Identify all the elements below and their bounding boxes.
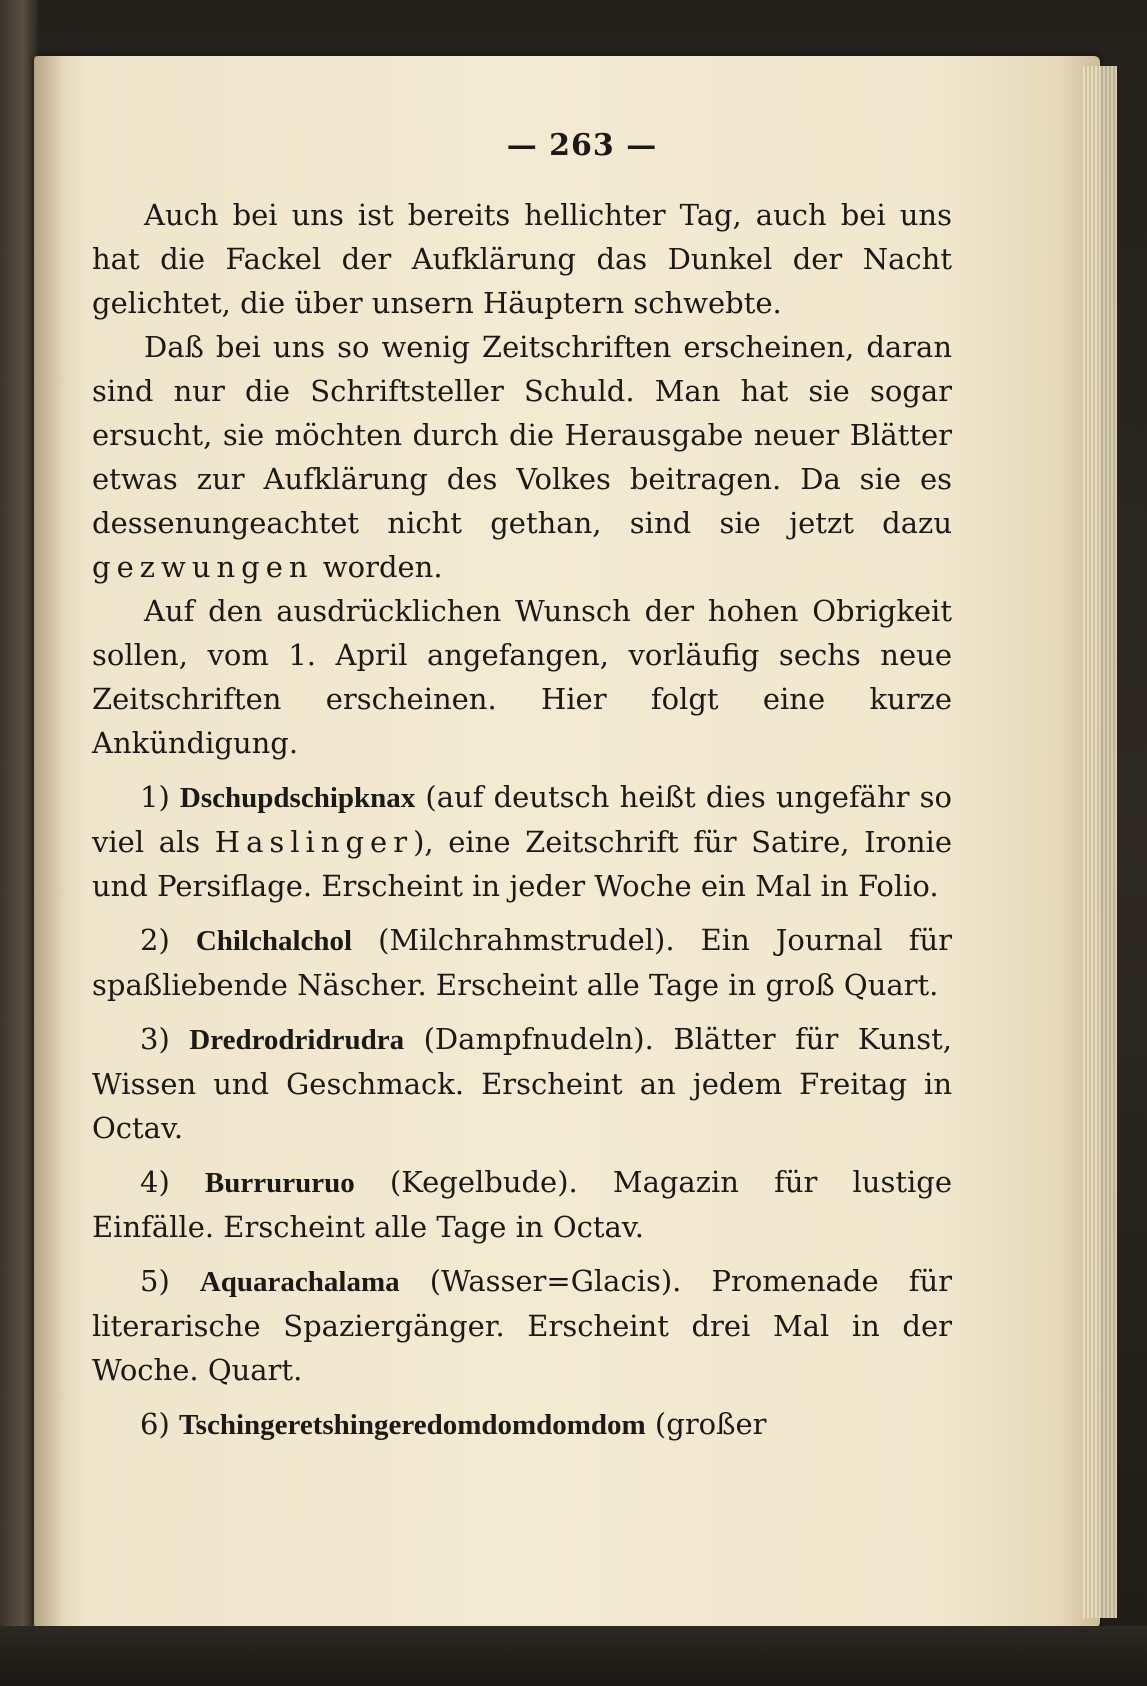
- item-text-end: ), eine Zeitschrift für Satire, Ironie und Persiflage. Erscheint in jeder Woche ein Mal in Folio.: [92, 825, 952, 903]
- item-title: Dschupdschipknax: [179, 782, 416, 814]
- page-gutter-shadow: [34, 56, 64, 1628]
- list-item: [92, 1402, 952, 1447]
- item-text: (Wasser=Glacis). Promenade für literarische Spaziergänger. Erscheint drei Mal in der Woche. Quart.: [92, 1264, 953, 1387]
- item-spaced-word: Haslinger: [214, 825, 414, 859]
- item-text: (Dampfnudeln). Blätter für Kunst, Wissen und Geschmack. Erscheint an jedem Freitag in Octav.: [92, 1022, 952, 1145]
- page-stack-edges: [1083, 66, 1117, 1618]
- page-text: [92, 128, 952, 1447]
- paragraph-1: Auch bei uns ist bereits hellichter Tag, auch bei uns hat die Fackel der Aufklärung das Dunkel der Nacht gelichtet, die über unsern Häuptern schwebte.: [92, 198, 952, 320]
- item-number: 3): [140, 1022, 170, 1056]
- bottom-shadow: [0, 1626, 1147, 1686]
- paragraph-2: [92, 325, 952, 589]
- book-cover-edge: [0, 0, 38, 1686]
- list-item: [92, 1160, 952, 1249]
- item-title: Chilchalchol: [195, 925, 353, 957]
- list-item: [92, 918, 952, 1007]
- list-item: [92, 1259, 952, 1392]
- item-text: (großer: [645, 1407, 767, 1441]
- item-title: Dredrodridrudra: [189, 1024, 405, 1056]
- item-number: 4): [140, 1165, 170, 1199]
- item-number: 2): [140, 923, 170, 957]
- item-text: (Milchrahmstrudel). Ein Journal für spaßliebende Näscher. Erscheint alle Tage in groß Quart.: [92, 923, 952, 1002]
- item-number: 1): [140, 780, 170, 814]
- list-item: [92, 775, 952, 908]
- item-text: (Kegelbude). Magazin für lustige Einfälle. Erscheint alle Tage in Octav.: [92, 1165, 952, 1244]
- item-title: Burrururuo: [204, 1167, 355, 1199]
- paragraph-2-end: worden.: [313, 550, 443, 584]
- list-item: [92, 1017, 952, 1150]
- paragraph-2-spaced-word: gezwungen: [92, 550, 314, 584]
- item-text: (auf deutsch heißt dies ungefähr so viel als: [92, 780, 953, 859]
- item-title: Aquarachalama: [199, 1266, 400, 1298]
- item-number: 6): [140, 1407, 170, 1441]
- paragraph-3: Auf den ausdrücklichen Wunsch der hohen Obrigkeit sollen, vom 1. April angefangen, vorläufig sechs neue Zeitschriften erscheinen. Hier folgt eine kurze Ankündigung.: [92, 594, 952, 760]
- page-number: — 263 —: [506, 128, 658, 163]
- item-number: 5): [140, 1264, 170, 1298]
- paragraph-2-text: Daß bei uns so wenig Zeitschriften erscheinen, daran sind nur die Schriftsteller Schuld. Man hat sie sogar ersucht, sie möchten durch die Herausgabe neuer Blätter etwas zur Aufklärung des Volkes beitragen. Da sie es dessenungeachtet nicht gethan, sind sie jetzt dazu: [92, 330, 952, 540]
- item-title: Tschingeretshingeredomdomdomdom: [178, 1409, 646, 1441]
